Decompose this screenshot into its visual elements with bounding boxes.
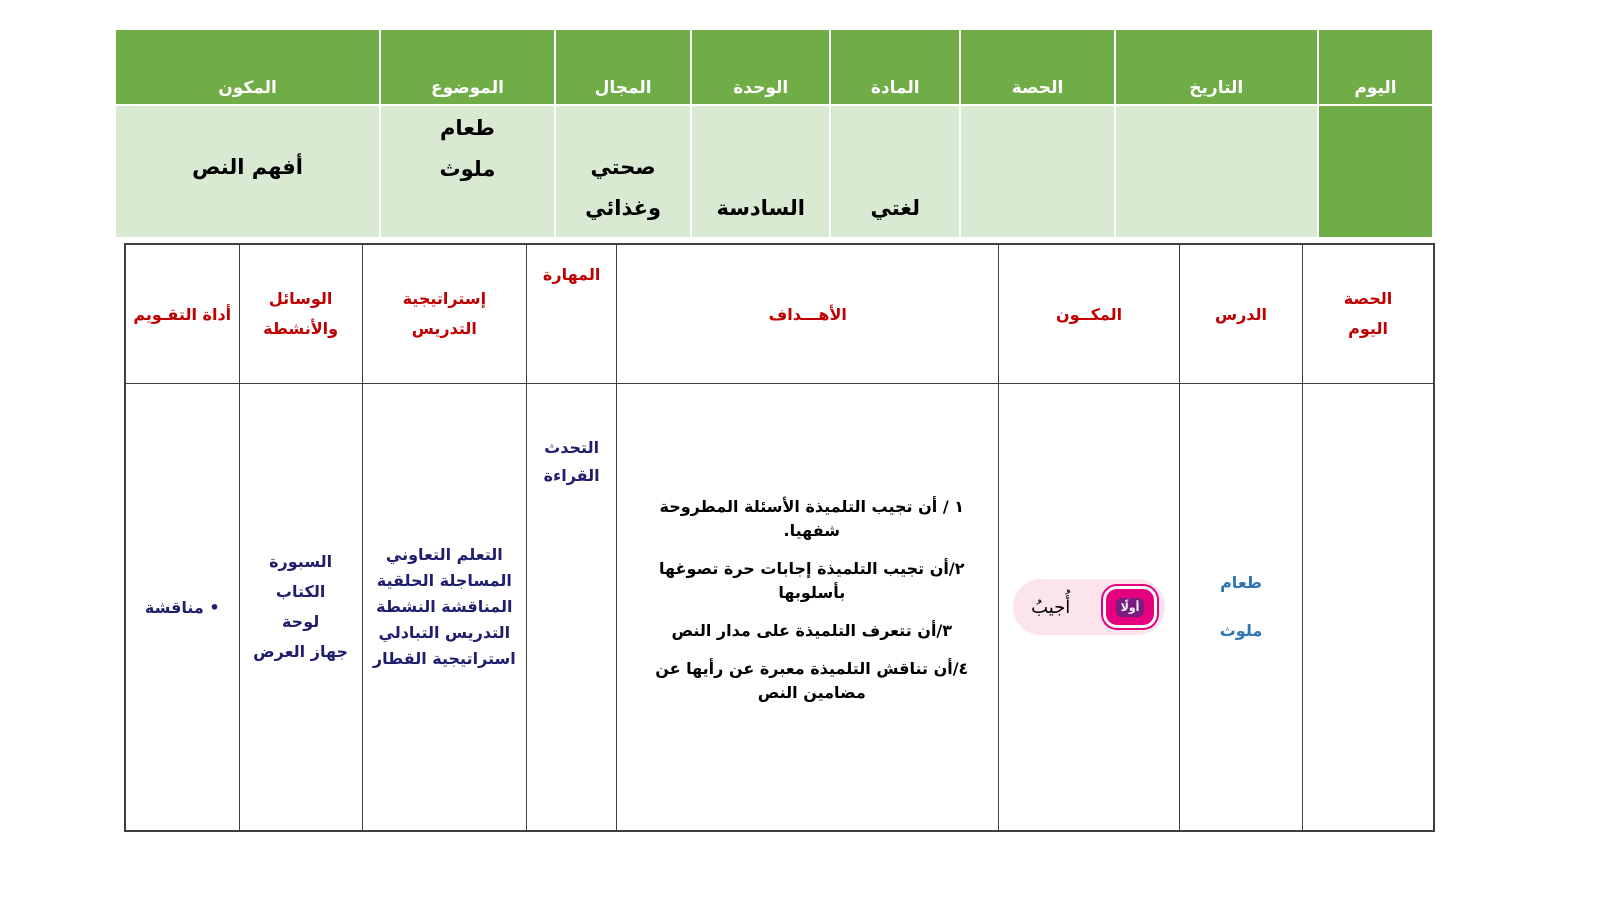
skill-cell xyxy=(526,384,616,832)
header-day-label: اليوم xyxy=(1319,30,1432,104)
strategy-header xyxy=(362,244,526,384)
header-component-label: المكون xyxy=(116,30,379,104)
info-header-table xyxy=(114,28,1434,239)
subject-value: لغتي xyxy=(831,106,959,237)
period-value xyxy=(961,106,1113,237)
component-value: أفهم النص xyxy=(116,106,379,237)
lesson-header: الدرس xyxy=(1179,244,1302,384)
media-header xyxy=(239,244,362,384)
strategy-item: المساجلة الحلقية xyxy=(376,571,512,590)
evaluation-header: أداة التقـويم xyxy=(125,244,239,384)
day-header-text: اليوم xyxy=(1348,319,1388,338)
date-value xyxy=(1116,106,1317,237)
topic-value xyxy=(381,106,554,237)
strategy-item: استراتيجية القطار xyxy=(372,649,516,668)
skill-item: التحدث xyxy=(544,438,600,457)
media-item: الكتاب xyxy=(275,582,326,601)
domain-value xyxy=(556,106,691,237)
badge-disc-icon xyxy=(1103,586,1157,628)
goals-cell xyxy=(617,384,999,832)
badge-word: أُجيبُ xyxy=(1031,596,1071,618)
badge-disc-text: أولًا xyxy=(1116,598,1145,617)
component-badge xyxy=(1013,579,1165,635)
header-domain-label: المجال xyxy=(556,30,691,104)
header-date-label: التاريخ xyxy=(1116,30,1317,104)
goal-item: ٣/أن تتعرف التلميذة على مدار النص xyxy=(671,621,953,640)
media-header-line: والأنشطة xyxy=(263,319,339,338)
domain-line: وغذائي xyxy=(585,196,661,220)
goal-item: ٤/أن تناقش التلميذة معبرة عن رأيها عن مضامين النص xyxy=(655,659,969,702)
strategy-item: التعلم التعاوني xyxy=(385,545,503,564)
strategy-header-line: إستراتيجية xyxy=(402,289,487,308)
header-unit-label: الوحدة xyxy=(692,30,829,104)
skill-item: القراءة xyxy=(543,466,600,485)
header-period-label: الحصة xyxy=(961,30,1113,104)
goals-header: الأهـــداف xyxy=(617,244,999,384)
period-header-text: الحصة xyxy=(1343,289,1393,308)
skill-header: المهارة xyxy=(526,244,616,384)
component-cell xyxy=(999,384,1180,832)
strategy-item: المناقشة النشطة xyxy=(376,597,513,616)
lesson-line: ملوث xyxy=(1219,621,1263,640)
lesson-plan-table xyxy=(124,243,1435,832)
goal-item: ٢/أن تجيب التلميذة إجابات حرة تصوغها بأسلوبها xyxy=(659,559,965,602)
header-topic-label: الموضوع xyxy=(381,30,554,104)
strategy-item: التدريس التبادلي xyxy=(378,623,511,642)
strategy-header-line: التدريس xyxy=(411,319,477,338)
media-item: السبورة xyxy=(269,552,333,571)
media-item: جهاز العرض xyxy=(253,642,349,661)
lesson-cell xyxy=(1179,384,1302,832)
header-subject-label: المادة xyxy=(831,30,959,104)
topic-line: طعام xyxy=(439,116,495,140)
component-header: المكــون xyxy=(999,244,1180,384)
period-day-cell xyxy=(1303,384,1434,832)
evaluation-cell: • مناقشة xyxy=(125,384,239,832)
unit-value: السادسة xyxy=(692,106,829,237)
strategy-cell xyxy=(362,384,526,832)
goal-item: ١ / أن تجيب التلميذة الأسئلة المطروحة شفهيا. xyxy=(659,497,965,540)
lesson-line: طعام xyxy=(1220,573,1262,592)
media-cell xyxy=(239,384,362,832)
media-header-line: الوسائل xyxy=(268,289,333,308)
domain-line: صحتي xyxy=(590,155,656,179)
period-day-header xyxy=(1303,244,1434,384)
day-value xyxy=(1319,106,1432,237)
topic-line: ملوث xyxy=(439,157,496,181)
media-item: لوحة xyxy=(281,612,320,631)
